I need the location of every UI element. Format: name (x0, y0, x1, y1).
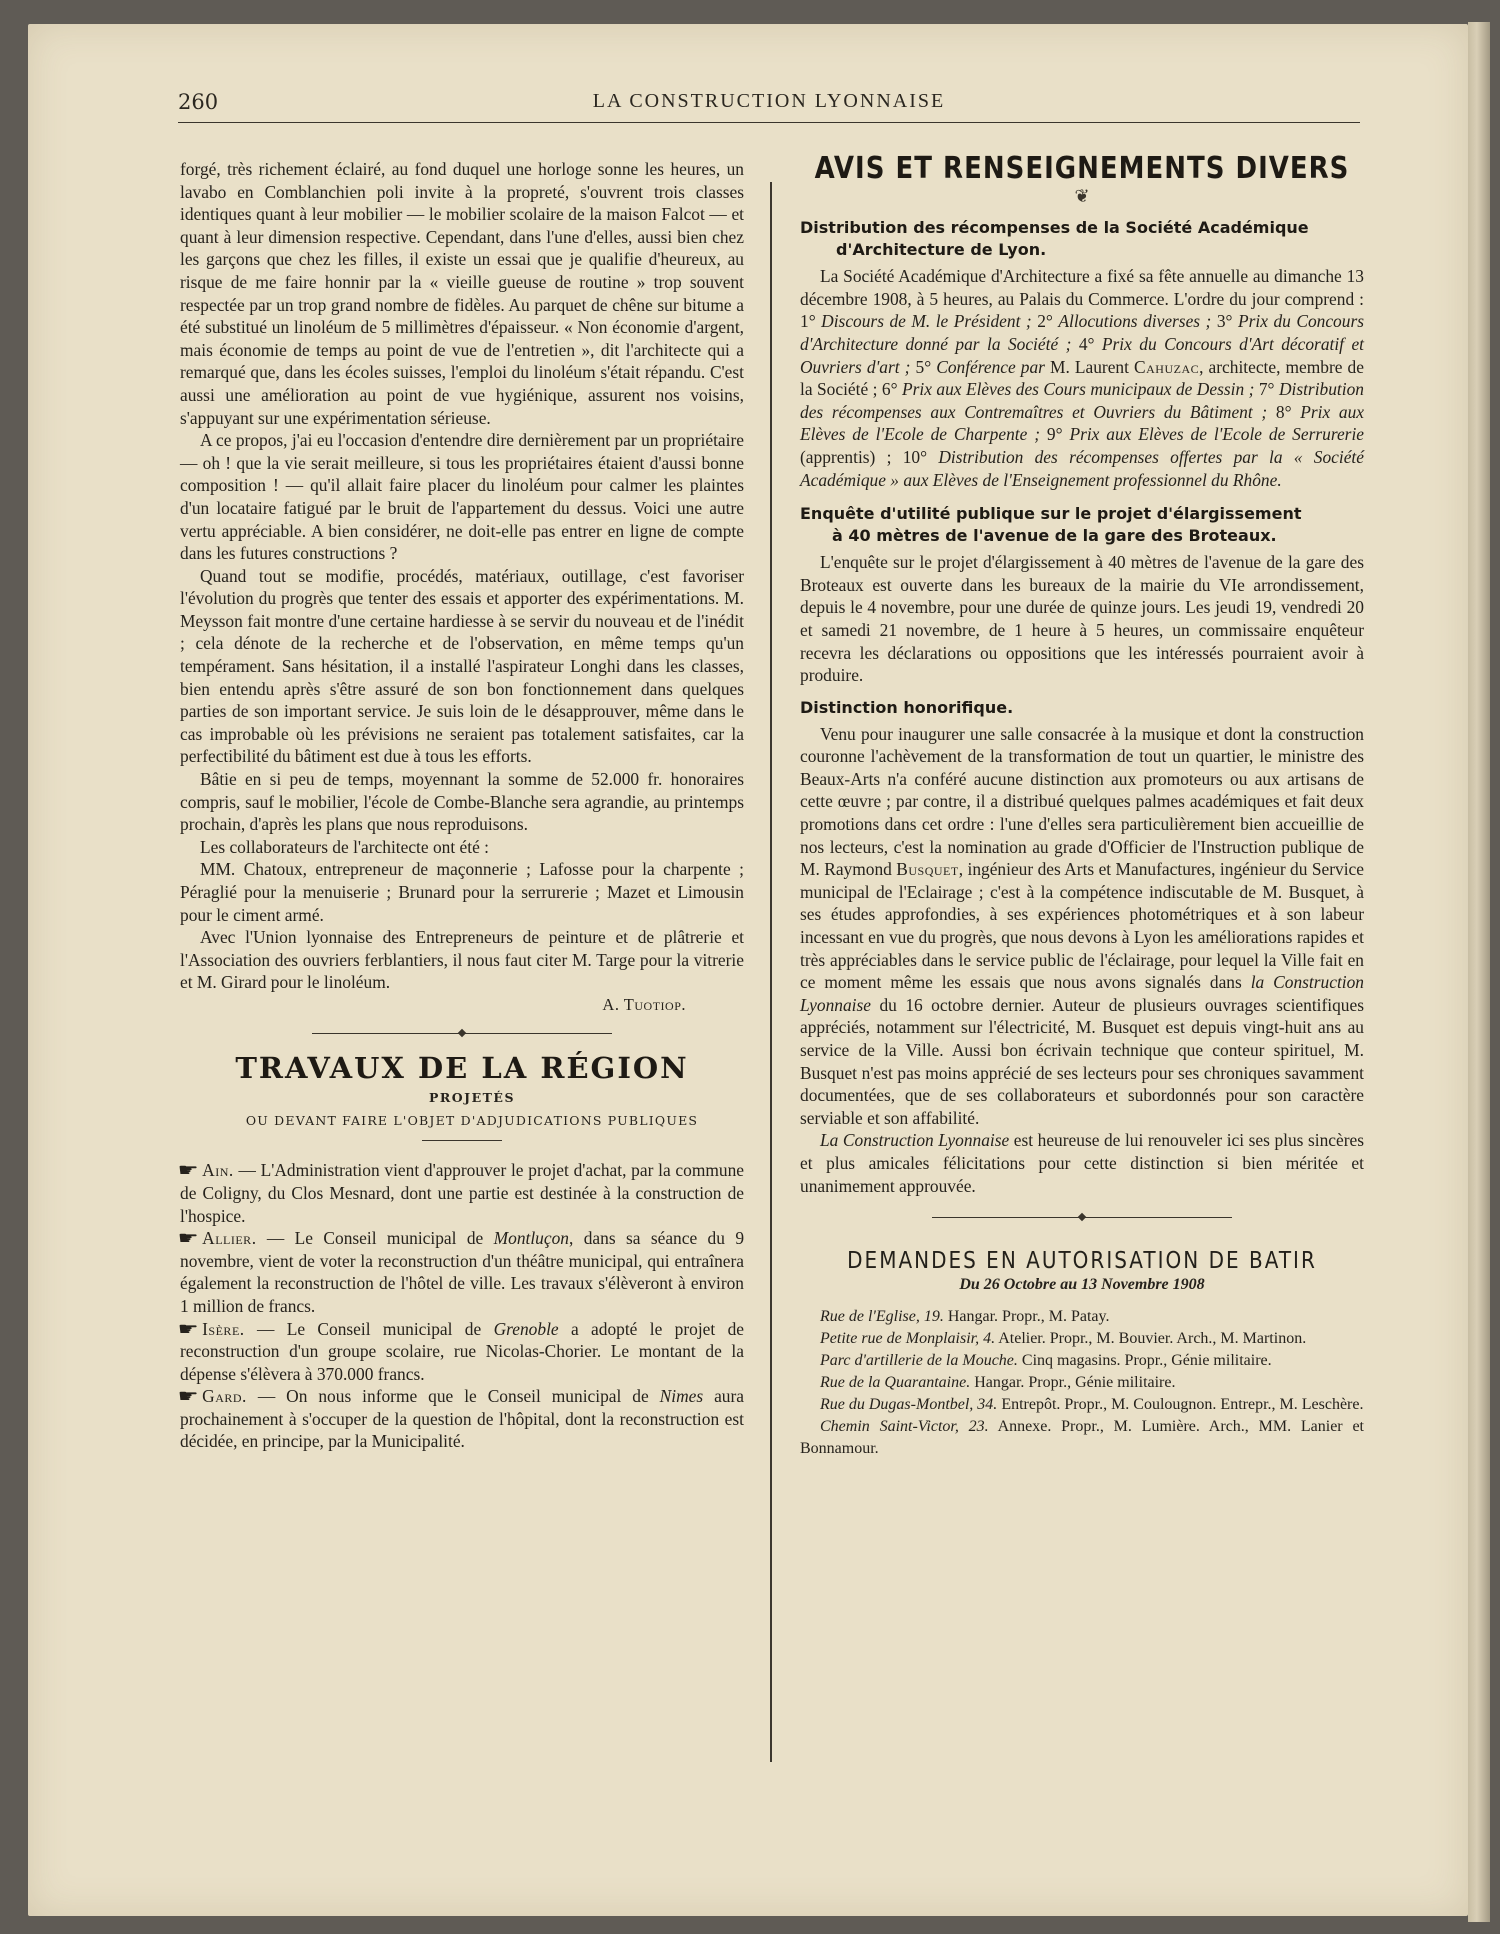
text-run: la Construction Lyonnaise (800, 972, 1364, 1015)
street-name: Rue de l'Eglise, 19. (820, 1308, 944, 1326)
region-text: — Le Conseil municipal de (244, 1318, 494, 1339)
travaux-subheading-2: OU DEVANT FAIRE L'OBJET D'ADJUDICATIONS PUBLIQUES (245, 1112, 699, 1128)
text-run: Discours de M. le Président ; (821, 311, 1032, 332)
region-city: Montluçon (493, 1228, 569, 1249)
entry-text: Hangar. Propr., M. Patay. (943, 1308, 1110, 1326)
region-text: — Le Conseil municipal de (256, 1228, 494, 1249)
pointing-hand-icon: ☛ (177, 1318, 199, 1339)
journal-title: LA CONSTRUCTION LYONNAISE (592, 90, 946, 112)
fleuron-icon: ❦ (1074, 185, 1090, 206)
entry-text: Atelier. Propr., M. Bouvier. Arch., M. Martinon. (995, 1330, 1307, 1348)
region-text: , dans sa séance du 9 novembre, vient de voter la reconstruction d'un théâtre municipal, qui entraînera également la reconstruction de l'hôtel de ville. Les travaux s'élèveront à environ 1 million de francs. (180, 1228, 745, 1316)
region-item (177, 1385, 744, 1453)
entry-text: Annexe. Propr., M. Lumière. Arch., MM. Lanier et Bonnamour. (800, 1418, 1364, 1458)
street-name: Rue du Dugas-Montbel, 34. (820, 1396, 998, 1414)
list-item (800, 1350, 1364, 1372)
text-run: Prix aux Elèves de l'Ecole de Charpente ; (800, 401, 1364, 445)
page-header (178, 90, 1360, 123)
demandes-heading: DEMANDES EN AUTORISATION DE BATIR (847, 1246, 1317, 1274)
region-city: Nimes (659, 1386, 704, 1407)
article-paragraph: MM. Chatoux, entrepreneur de maçonnerie ; Lafosse pour la charpente ; Péraglié pour la menuiserie ; Brunard pour la serrurerie ; Mazet et Limousin pour le ciment armé. (180, 859, 744, 925)
demandes-date-range: Du 26 Octobre au 13 Novembre 1908 (959, 1275, 1205, 1293)
region-text: — L'Administration vient d'approuver le projet d'achat, par la commune de Coligny, du Clos Mesnard, dont une partie est destinée à la construction de l'hospice. (180, 1160, 744, 1226)
text-run: Distribution des récompenses aux Contremaîtres et Ouvriers du Bâtiment ; (800, 379, 1364, 422)
text-run: 8° (1267, 401, 1301, 422)
text-run: , ingénieur des Arts et Manufactures, ingénieur du Service municipal de l'Eclairage ; c'est à la compétence indiscutable de M. Busquet, à ses études approfondies, à ses expériences photométriques et à son labeur incessant en vue du progrès, que nous devons à Lyon les améliorations rapides et très appréciables dans le service public de l'éclairage, pour lequel la Ville fait en ce moment même les essais que nous avons signalés dans (800, 859, 1364, 993)
text-run: Prix aux Elèves des Cours municipaux de Dessin ; (902, 379, 1255, 400)
section-title-line: d'Architecture de Lyon. (836, 240, 1047, 260)
short-rule (422, 1140, 502, 1141)
region-text: — On nous informe que le Conseil municipal de (246, 1386, 660, 1407)
text-run: Cahuzac (1134, 356, 1200, 377)
text-run: (apprentis) ; 10° (800, 446, 939, 467)
left-column (177, 158, 745, 1453)
text-run: Prix du Concours d'Art décoratif et Ouvriers d'art ; (800, 333, 1364, 377)
text-run: 7° (1254, 379, 1279, 400)
text-run: est heureuse de lui renouveler ici ses plus sincères et plus amicales félicitations pour cette distinction si bien méritée et unanimement approuvée. (800, 1130, 1364, 1196)
region-name: Ain. (202, 1160, 234, 1181)
region-name: Allier. (202, 1228, 257, 1249)
section-title: Distinction honorifique. (800, 697, 1014, 717)
section-paragraph (800, 1129, 1364, 1197)
region-item (177, 1159, 744, 1227)
section-paragraph: L'enquête sur le projet d'élargissement à 40 mètres de l'avenue de la gare des Broteaux est ouverte dans les bureaux de la mairie du VIe arrondissement, depuis le 4 novembre, pour une durée de quinze jours. Les jeudi 19, vendredi 20 et samedi 21 novembre, de 1 heure à 5 heures, un commissaire enquêteur recevra les déclarations ou oppositions que les intéressés pourraient avoir à produire. (800, 552, 1364, 686)
text-run: M. Laurent (1044, 356, 1135, 377)
section-paragraph (800, 265, 1364, 491)
region-text: aura prochainement à s'occuper de la question de l'hôpital, dont la reconstruction est décidée, en principe, par la Municipalité. (180, 1386, 744, 1452)
page-number: 260 (178, 90, 219, 114)
text-run: La Société Académique d'Architecture a fixé sa fête annuelle au dimanche 13 décembre 1908, à 5 heures, au Palais du Commerce. L'ordre du jour comprend : 1° (800, 266, 1364, 332)
section-title-line: Distribution des récompenses de la Société Académique (800, 218, 1309, 238)
article-paragraph: Avec l'Union lyonnaise des Entrepreneurs de peinture et de plâtrerie et l'Association des ouvriers ferblantiers, il nous faut citer M. Targe pour la vitrerie et M. Girard pour le linoléum. (180, 927, 744, 993)
text-run: 9° (1040, 424, 1070, 445)
street-name: Parc d'artillerie de la Mouche. (820, 1352, 1018, 1370)
street-name: Petite rue de Monplaisir, 4. (820, 1330, 996, 1348)
text-run: Conférence par (936, 356, 1045, 377)
list-item (800, 1372, 1364, 1394)
text-run: Busquet (896, 859, 959, 880)
section-divider (932, 1209, 1232, 1227)
text-run: Distribution des récompenses offertes par la « Société Académique » aux Elèves de l'Enseignement professionnel du Rhône. (800, 446, 1364, 490)
region-name: Isère. (202, 1318, 245, 1339)
section-divider (312, 1025, 612, 1043)
text-run: Venu pour inaugurer une salle consacrée à la musique et dont la construction couronne l'achèvement de la transformation de tout un quartier, le ministre des Beaux-Arts n'a conféré aucune distinction aux promoteurs ou aux artisans de cette œuvre ; par contre, il a distribué quelques palmes académiques et fait deux promotions dans cet ordre : l'une d'elles sera particulièrement bien accueillie de nos lecteurs, c'est la nomination au grade d'Officier de l'Instruction publique de M. Raymond (800, 723, 1364, 880)
region-name: Gard. (202, 1386, 247, 1407)
text-run: 5° (910, 356, 937, 377)
column-divider (770, 182, 772, 1762)
list-item (800, 1328, 1364, 1350)
article-paragraph: A ce propos, j'ai eu l'occasion d'entendre dire dernièrement par un propriétaire — oh ! que la vie serait meilleure, si tous les propriétaires étaient d'aussi bonne composition ! — qu'il allait faire placer du linoléum pour calmer les plaintes d'un locataire fatigué par le bruit de l'appartement du dessus. Voici une autre vertu appréciable. A bien considérer, ne doit-elle pas entrer en ligne de compte dans les futures constructions ? (180, 430, 744, 564)
section-title (800, 217, 1364, 261)
text-run: 3° (1211, 311, 1239, 332)
list-item (800, 1416, 1364, 1460)
article-paragraph: forgé, très richement éclairé, au fond duquel une horloge sonne les heures, un lavabo en Comblanchien poli invite à la propreté, s'ouvrent trois classes identiques quant à leur mobilier — le mobilier scolaire de la maison Falcot — et quant à leur dimension respective. Cependant, dans l'une d'elles, aussi bien chez les garçons que chez les filles, il existe un essai que je qualifie d'heureux, au risque de me faire honnir par la « vieille gueuse de routine » trop souvent respectée par un trop grand nombre de fidèles. Au parquet de chêne sur bitume a été substitué un linoléum de 5 millimètres d'épaisseur. « Non économie d'argent, mais économie de temps au point de vue de l'entretien », dit l'architecte qui a remarqué que, dans les écoles suisses, l'emploi du linoléum s'était répandu. C'est aussi une amélioration au point de vue hygiénique, assurent nos voisins, s'appuyant sur une expérimentation sérieuse. (180, 159, 744, 428)
list-item (800, 1394, 1364, 1416)
entry-text: Hangar. Propr., Génie militaire. (970, 1374, 1176, 1392)
section-paragraph (800, 723, 1364, 1130)
text-run: La Construction Lyonnaise (820, 1130, 1010, 1151)
street-name: Chemin Saint-Victor, 23. (820, 1418, 989, 1436)
page-edge (1468, 22, 1490, 1922)
article-signature: A. Tuotiop. (602, 994, 686, 1014)
region-item (177, 1318, 744, 1386)
entry-text: Entrepôt. Propr., M. Coulougnon. Entrepr., M. Leschère. (997, 1396, 1364, 1414)
text-run: Prix aux Elèves de l'Ecole de Serrurerie (1069, 424, 1364, 445)
region-city: Grenoble (493, 1318, 559, 1339)
travaux-subheading: PROJETÉS (429, 1090, 515, 1106)
region-text: a adopté le projet de reconstruction d'un groupe scolaire, rue Nicolas-Chorier. Le montant de la dépense s'élèvera à 370.000 francs. (180, 1318, 744, 1384)
text-run: 4° (1071, 333, 1102, 354)
street-name: Rue de la Quarantaine. (820, 1374, 971, 1392)
pointing-hand-icon: ☛ (177, 1386, 199, 1407)
pointing-hand-icon: ☛ (177, 1228, 199, 1249)
article-paragraph: Les collaborateurs de l'architecte ont été : (200, 836, 489, 857)
text-run: Allocutions diverses ; (1058, 311, 1212, 332)
article-paragraph: Quand tout se modifie, procédés, matériaux, outillage, c'est favoriser l'évolution du progrès que tenter des essais et apporter des expérimentations. M. Meysson fait montre d'une certaine hardiesse à se servir du nouveau et de l'inédit ; cela dénote de la recherche et de l'observation, en même temps qu'un tempérament. Sans hésitation, il a installé l'aspirateur Longhi dans les classes, bien entendu après s'être assuré de son bon fonctionnement dans quelques parties de son important service. Je suis loin de le désapprouver, même dans le cas improbable où les prévisions ne seraient pas totalement satisfaites, car la perfectibilité du bâtiment est due à tous les efforts. (180, 565, 744, 767)
text-run: 2° (1031, 311, 1059, 332)
avis-heading: AVIS ET RENSEIGNEMENTS DIVERS (814, 151, 1350, 187)
section-title-line: à 40 mètres de l'avenue de la gare des Broteaux. (832, 526, 1277, 546)
demandes-list (800, 1306, 1364, 1460)
pointing-hand-icon: ☛ (177, 1160, 199, 1181)
travaux-heading: TRAVAUX DE LA RÉGION (235, 1050, 689, 1085)
entry-text: Cinq magasins. Propr., Génie militaire. (1017, 1352, 1272, 1370)
section-title (800, 503, 1364, 547)
right-column (800, 151, 1364, 1460)
text-run: Prix du Concours d'Architecture donné par la Société ; (800, 311, 1364, 354)
region-item (177, 1227, 745, 1317)
text-run: du 16 octobre dernier. Auteur de plusieurs ouvrages scientifiques appréciés, notamment sur l'électricité, M. Busquet est depuis vingt-huit ans au service de la Ville. Aussi bon écrivain technique que conteur spirituel, M. Busquet n'est pas moins apprécié de ses lecteurs pour ses chroniques savamment documentées, que de ses collaborateurs et subordonnés pour son caractère serviable et son affabilité. (800, 994, 1364, 1128)
section-title-line: Enquête d'utilité publique sur le projet d'élargissement (800, 504, 1302, 524)
text-run: , architecte, membre de la Société ; 6° (800, 356, 1364, 400)
article-paragraph: Bâtie en si peu de temps, moyennant la somme de 52.000 fr. honoraires compris, sauf le mobilier, l'école de Combe-Blanche sera agrandie, au printemps prochain, d'après les plans que nous reproduisons. (180, 769, 744, 835)
list-item (800, 1306, 1364, 1328)
